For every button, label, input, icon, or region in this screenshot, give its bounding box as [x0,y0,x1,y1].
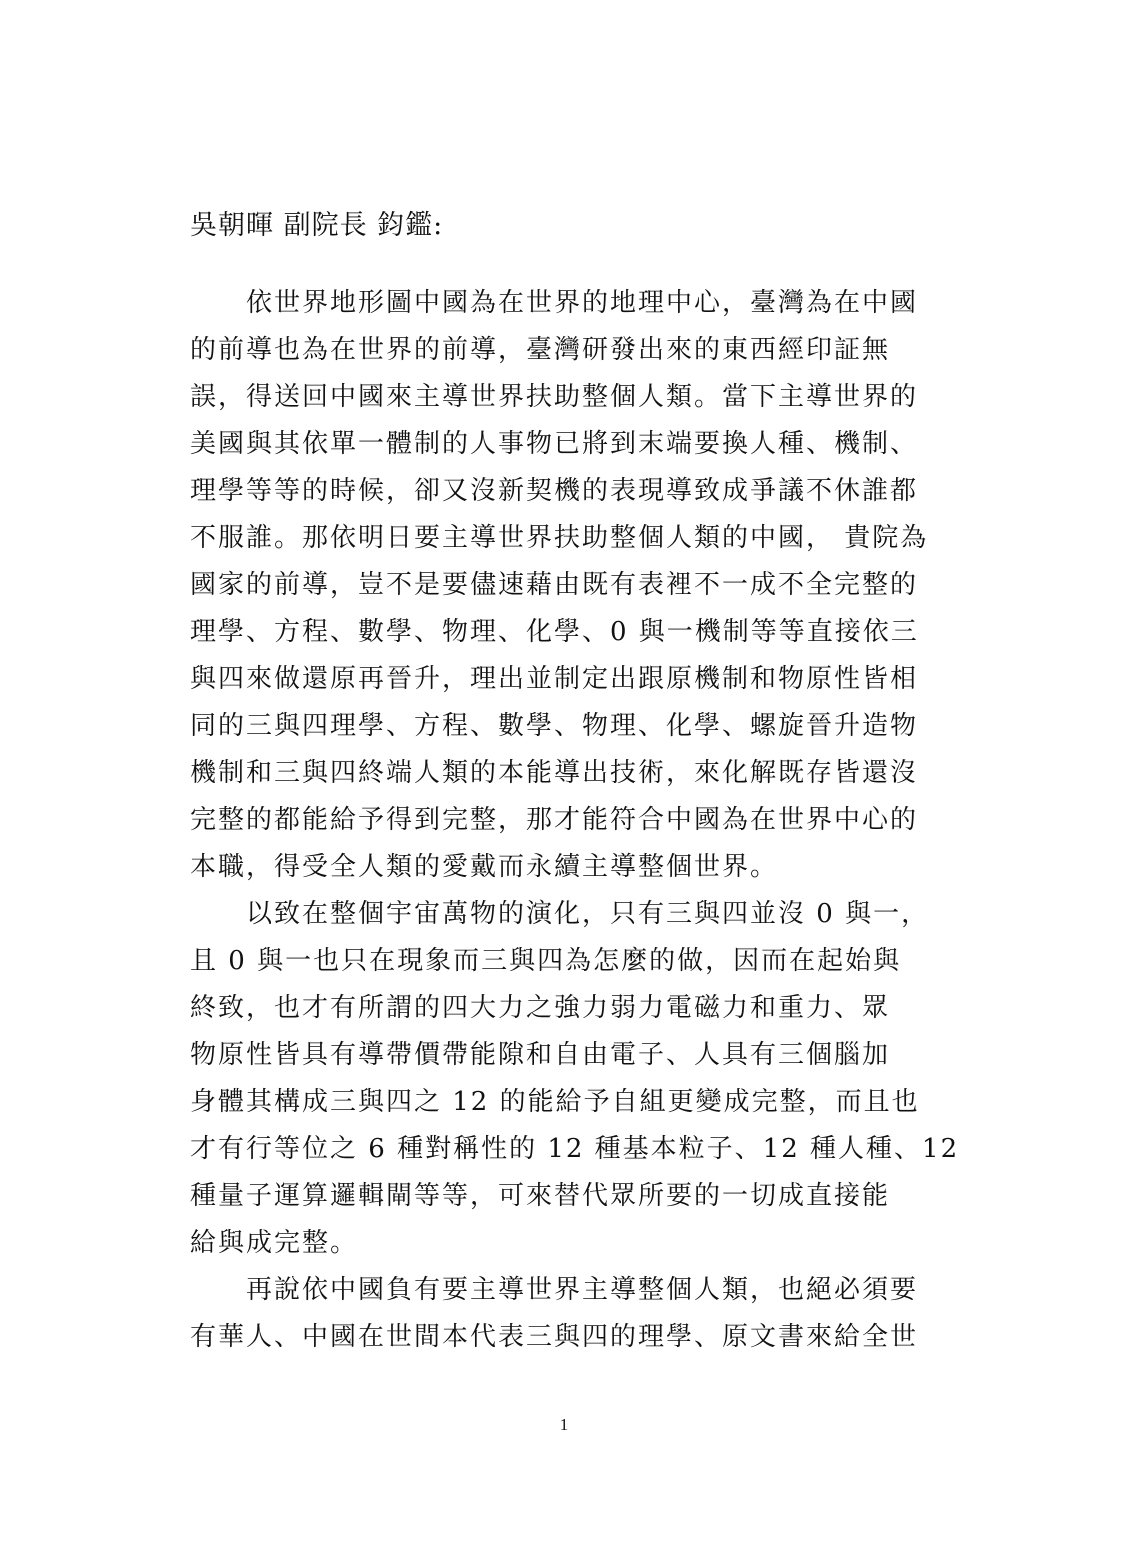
text-line: 國家的前導，豈不是要儘速藉由既有表裡不一成不全完整的 [190,570,919,600]
text-line: 給與成完整。 [190,1228,359,1258]
text-line: 誤，得送回中國來主導世界扶助整個人類。當下主導世界的 [190,382,919,412]
page-number: 1 [559,1415,569,1434]
salutation: 吳朝暉 副院長 鈞鑑: [190,210,444,241]
text-line: 理學、方程、數學、物理、化學、0 與一機制等等直接依三 [190,617,919,647]
text-line: 與四來做還原再晉升，理出並制定出跟原機制和物原性皆相 [190,664,919,694]
text-line: 美國與其依單一體制的人事物已將到末端要換人種、機制、 [190,429,919,459]
text-line: 才有行等位之 6 種對稱性的 12 種基本粒子、12 種人種、12 [190,1134,960,1164]
text-line: 終致，也才有所謂的四大力之強力弱力電磁力和重力、眾 [190,993,891,1023]
paragraph [190,891,960,1267]
text-line: 有華人、中國在世間本代表三與四的理學、原文書來給全世 [190,1322,919,1352]
paragraph [190,280,950,891]
text-line: 理學等等的時候，卻又沒新契機的表現導致成爭議不休誰都 [190,476,919,506]
text-line: 的前導也為在世界的前導，臺灣研發出來的東西經印証無 [190,335,891,365]
text-line: 且 0 與一也只在現象而三與四為怎麼的做，因而在起始與 [190,946,902,976]
text-line: 機制和三與四終端人類的本能導出技術，來化解既存皆還沒 [190,758,919,788]
text-line: 身體其構成三與四之 12 的能給予自組更變成完整，而且也 [190,1087,920,1117]
text-line: 再說依中國負有要主導世界主導整個人類，也絕必須要 [246,1275,919,1305]
text-line: 物原性皆具有導帶價帶能隙和自由電子、人具有三個腦加 [190,1040,891,1070]
text-line: 完整的都能給予得到完整，那才能符合中國為在世界中心的 [190,805,919,835]
text-line: 不服誰。那依明日要主導世界扶助整個人類的中國， 貴院為 [190,523,929,553]
text-line: 以致在整個宇宙萬物的演化，只有三與四並沒 0 與一， [246,899,930,929]
paragraph [190,1267,950,1361]
text-line: 種量子運算邏輯閘等等，可來替代眾所要的一切成直接能 [190,1181,891,1211]
text-line: 本職，得受全人類的愛戴而永續主導整個世界。 [190,852,779,882]
text-line: 依世界地形圖中國為在世界的地理中心，臺灣為在中國 [246,288,919,318]
text-line: 同的三與四理學、方程、數學、物理、化學、螺旋晉升造物 [190,711,919,741]
letter-body [190,280,960,1361]
